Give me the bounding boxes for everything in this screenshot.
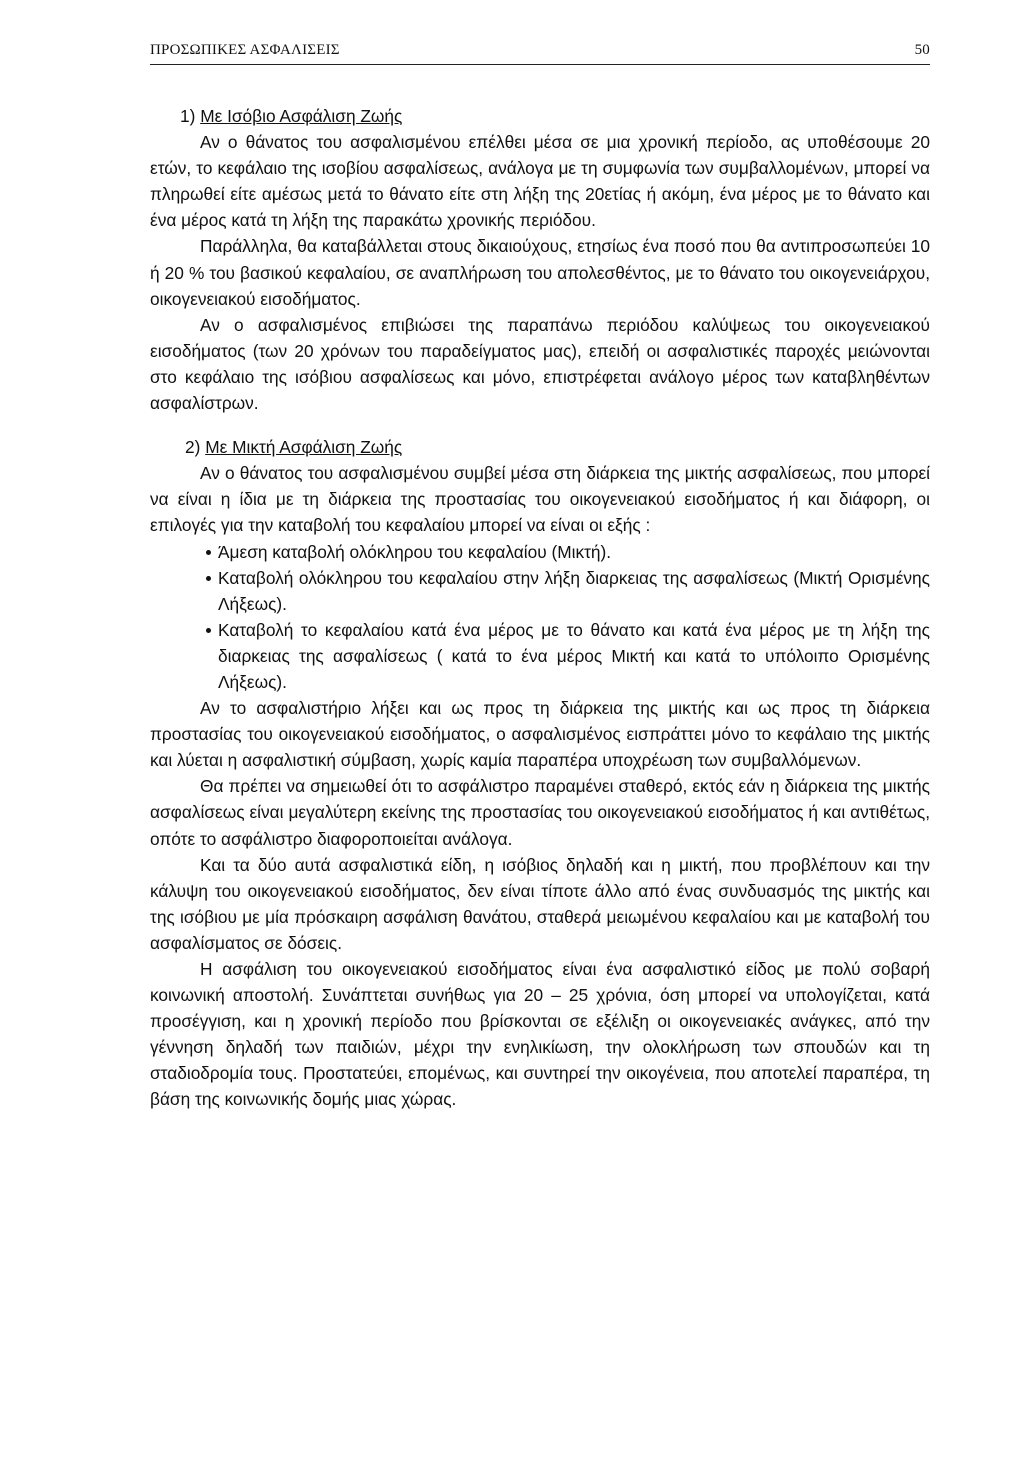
paragraph: Παράλληλα, θα καταβάλλεται στους δικαιούχους, ετησίως ένα ποσό που θα αντιπροσωπεύει 10 ή 20 % του βασικού κεφαλαίου, σε αναπλήρωση του απολεσθέντος, με το θάνατο του οικογενειάρχου, οικογενειακού εισοδήματος. [150, 236, 930, 309]
paragraph: Αν το ασφαλιστήριο λήξει και ως προς τη διάρκεια της μικτής και ως προς τη διάρκεια προστασίας του οικογενειακού εισοδήματος, ο ασφαλισμένος εισπράττει μόνο το κεφάλαιο της μικτής και λύεται η ασφαλιστική σύμβαση, χωρίς καμία παραπέρα υποχρέωση των συμβαλλόμενων. [150, 698, 930, 771]
bullet-icon [206, 550, 211, 555]
list-item-text: Καταβολή το κεφαλαίου κατά ένα μέρος με το θάνατο και κατά ένα μέρος με τη λήξη της διαρκειας της ασφαλίσεως ( κατά το ένα μέρος Μικτή και κατά το υπόλοιπο Ορισμένης Λήξεως). [218, 619, 930, 692]
paragraph: Και τα δύο αυτά ασφαλιστικά είδη, η ισόβιος δηλαδή και η μικτή, που προβλέπουν και την κάλυψη του οικογενειακού εισοδήματος, δεν είναι τίποτε άλλο από ένας συνδυασμός της μικτής και της ισόβιου με μία πρόσκαιρη ασφάλιση θανάτου, σταθερά μειωμένου κεφαλαίου και με καταβολή του ασφαλίσματος σε δόσεις. [150, 854, 930, 953]
paragraph: Αν ο θάνατος του ασφαλισμένου συμβεί μέσα στη διάρκεια της μικτής ασφαλίσεως, που μπορεί να είναι η ίδια με τη διάρκεια της προστασίας του οικογενειακού εισοδήματος ή και διάφορη, οι επιλογές για την καταβολή του κεφαλαίου μπορεί να είναι οι εξής : [150, 463, 930, 536]
section-heading-1 [150, 103, 930, 129]
document-body [150, 103, 930, 1113]
list-item [218, 539, 930, 565]
section-title: Με Ισόβιο Ασφάλιση Ζωής [200, 106, 403, 126]
page-header [150, 40, 930, 65]
list-item [218, 617, 930, 695]
section-number: 1) [180, 106, 196, 126]
section-heading-2 [150, 434, 930, 460]
section-title: Με Μικτή Ασφάλιση Ζωής [205, 437, 403, 458]
paragraph: Θα πρέπει να σημειωθεί ότι το ασφάλιστρο παραμένει σταθερό, εκτός εάν η διάρκεια της μικτής ασφαλίσεως είναι μεγαλύτερη εκείνης της προστασίας του οικογενειακού εισοδήματος ή και αντιθέτως, οπότε το ασφάλιστρο διαφοροποιείται ανάλογα. [150, 776, 930, 849]
bullet-icon [206, 576, 211, 581]
options-list [150, 539, 930, 696]
list-item-text: Άμεση καταβολή ολόκληρου του κεφαλαίου (Μικτή). [218, 541, 612, 562]
paragraph: Η ασφάλιση του οικογενειακού εισοδήματος είναι ένα ασφαλιστικό είδος με πολύ σοβαρή κοινωνική αποστολή. Συνάπτεται συνήθως για 20 – 25 χρόνια, όση μπορεί να υπολογίζεται, κατά προσέγγιση, και η χρονική περίοδο που βρίσκονται σε εξέλιξη οι οικογενειακές ανάγκες, από την γέννηση δηλαδή των παιδιών, μέχρι την ενηλικίωση, την ολοκλήρωση των σπουδών και τη σταδιοδρομία τους. Προστατεύει, επομένως, και συντηρεί την οικογένεια, που αποτελεί παραπέρα, τη βάση της κοινωνικής δομής μιας χώρας. [150, 959, 930, 1110]
list-item [218, 565, 930, 617]
paragraph: Αν ο ασφαλισμένος επιβιώσει της παραπάνω περιόδου καλύψεως του οικογενειακού εισοδήματος (των 20 χρόνων του παραδείγματος μας), επειδή οι ασφαλιστικές παροχές μειώνονται στο κεφάλαιο της ισόβιου ασφαλίσεως και μόνο, επιστρέφεται ανάλογο μέρος των καταβληθέντων ασφαλίστρων. [150, 314, 930, 414]
list-item-text: Καταβολή ολόκληρου του κεφαλαίου στην λήξη διαρκειας της ασφαλίσεως (Μικτή Ορισμένης Λήξεως). [218, 567, 930, 614]
paragraph: Αν ο θάνατος του ασφαλισμένου επέλθει μέσα σε μια χρονική περίοδο, ας υποθέσουμε 20 ετών, το κεφάλαιο της ισοβίου ασφαλίσεως, ανάλογα με τη συμφωνία των συμβαλλομένων, μπορεί να πληρωθεί είτε αμέσως μετά το θάνατο είτε στη λήξη της 20ετίας ή ακόμη, ένα μέρος με το θάνατο και ένα μέρος κατά τη λήξη της παρακάτω χρονικής περιόδου. [150, 132, 930, 231]
page-number: 50 [914, 42, 930, 58]
bullet-icon [206, 628, 211, 633]
section-number: 2) [185, 437, 201, 458]
running-title: ΠΡΟΣΩΠΙΚΕΣ ΑΣΦΑΛΙΣΕΙΣ [150, 42, 340, 58]
